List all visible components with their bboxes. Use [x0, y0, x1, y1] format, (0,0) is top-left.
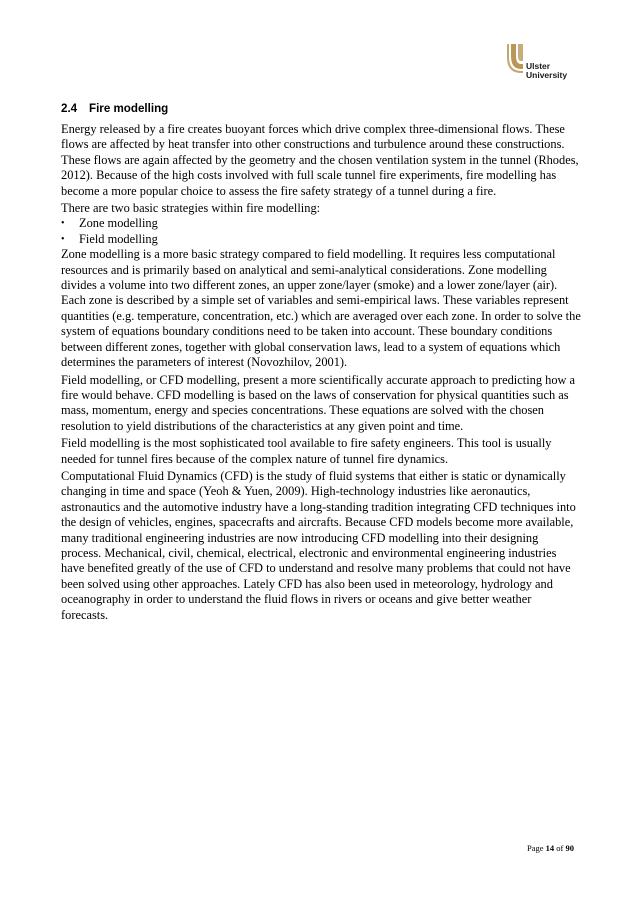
paragraph-field-tool: Field modelling is the most sophisticated tool available to fire safety engineers. This tool is usually needed for tunnel fires because of the complex nature of tunnel fire dynamics.: [61, 436, 552, 466]
paragraph-zone-modelling: Zone modelling is a more basic strategy compared to field modelling. It requires less computational resources and is primarily based on analytical and semi-analytical considerations. Zone modelling divides a volume into two different zones, an upper zone/layer (smoke) and a lower zone/layer (air). Each zone is described by a simple set of variables and semi-empirical laws. These variables represent quantities (e.g. temperature, concentration, etc.) which are averaged over each zone. In order to solve the system of equations boundary conditions need to be taken into account. These boundary conditions between different zones, together with global conservation laws, lead to a system of equations which determines the parameters of interest (Novozhilov, 2001).: [61, 247, 581, 370]
main-content: [61, 102, 581, 625]
section-heading: [61, 102, 581, 116]
list-item-label: Zone modelling: [79, 216, 158, 231]
strategy-list: [61, 216, 581, 247]
section-title: Fire modelling: [89, 102, 169, 115]
logo-line-1: Ulster: [526, 61, 551, 71]
logo-wordmark: [526, 62, 567, 80]
paragraph-field-modelling: Field modelling, or CFD modelling, present a more scientifically accurate approach to predicting how a fire would behave. CFD modelling is based on the laws of conservation for physical quantities such as mass, momentum, energy and species concentrations. These equations are solved with the chosen resolution to yield distributions of the characteristics at any given point and time.: [61, 372, 576, 433]
bullet-icon: •: [61, 233, 65, 245]
university-logo: [501, 41, 581, 91]
bullet-icon: •: [61, 218, 65, 230]
total-pages: 90: [565, 843, 574, 853]
list-item-label: Field modelling: [79, 231, 158, 246]
list-item: [61, 216, 581, 231]
section-number: 2.4: [61, 102, 78, 115]
list-item: [61, 232, 581, 247]
of-word: of: [556, 843, 564, 853]
current-page: 14: [545, 843, 555, 853]
page-word: Page: [527, 843, 544, 853]
paragraph-cfd: Computational Fluid Dynamics (CFD) is the study of fluid systems that either is static or dynamically changing in time and space (Yeoh & Yuen, 2009). High-technology industries like aeronautics, astronautics and the automotive industry have a long-standing tradition integrating CFD techniques into the design of vehicles, engines, spacecrafts and aircrafts. Because CFD models become more available, many traditional engineering industries are now introducing CFD modelling into their designing process. Mechanical, civil, chemical, electrical, electronic and environmental engineering industries have benefited greatly of the use of CFD to understand and resolve many problems that could not have been solved using other approaches. Lately CFD has also been used in meteorology, hydrology and oceanography in order to understand the fluid flows in rivers or oceans and give better weather forecasts.: [61, 468, 576, 622]
paragraph-strategies: There are two basic strategies within fire modelling:: [61, 201, 321, 216]
paragraph-intro: Energy released by a fire creates buoyant forces which drive complex three-dimensional flows. These flows are affected by heat transfer into other constructions and turbulence around these constructions. These flows are again affected by the geometry and the chosen ventilation system in the tunnel (Rhodes, 2012). Because of the high costs involved with full scale tunnel fire experiments, fire modelling has become a more popular choice to assess the fire safety strategy of a tunnel during a fire.: [61, 122, 579, 198]
page-number: [527, 843, 574, 853]
logo-line-2: University: [526, 70, 568, 80]
